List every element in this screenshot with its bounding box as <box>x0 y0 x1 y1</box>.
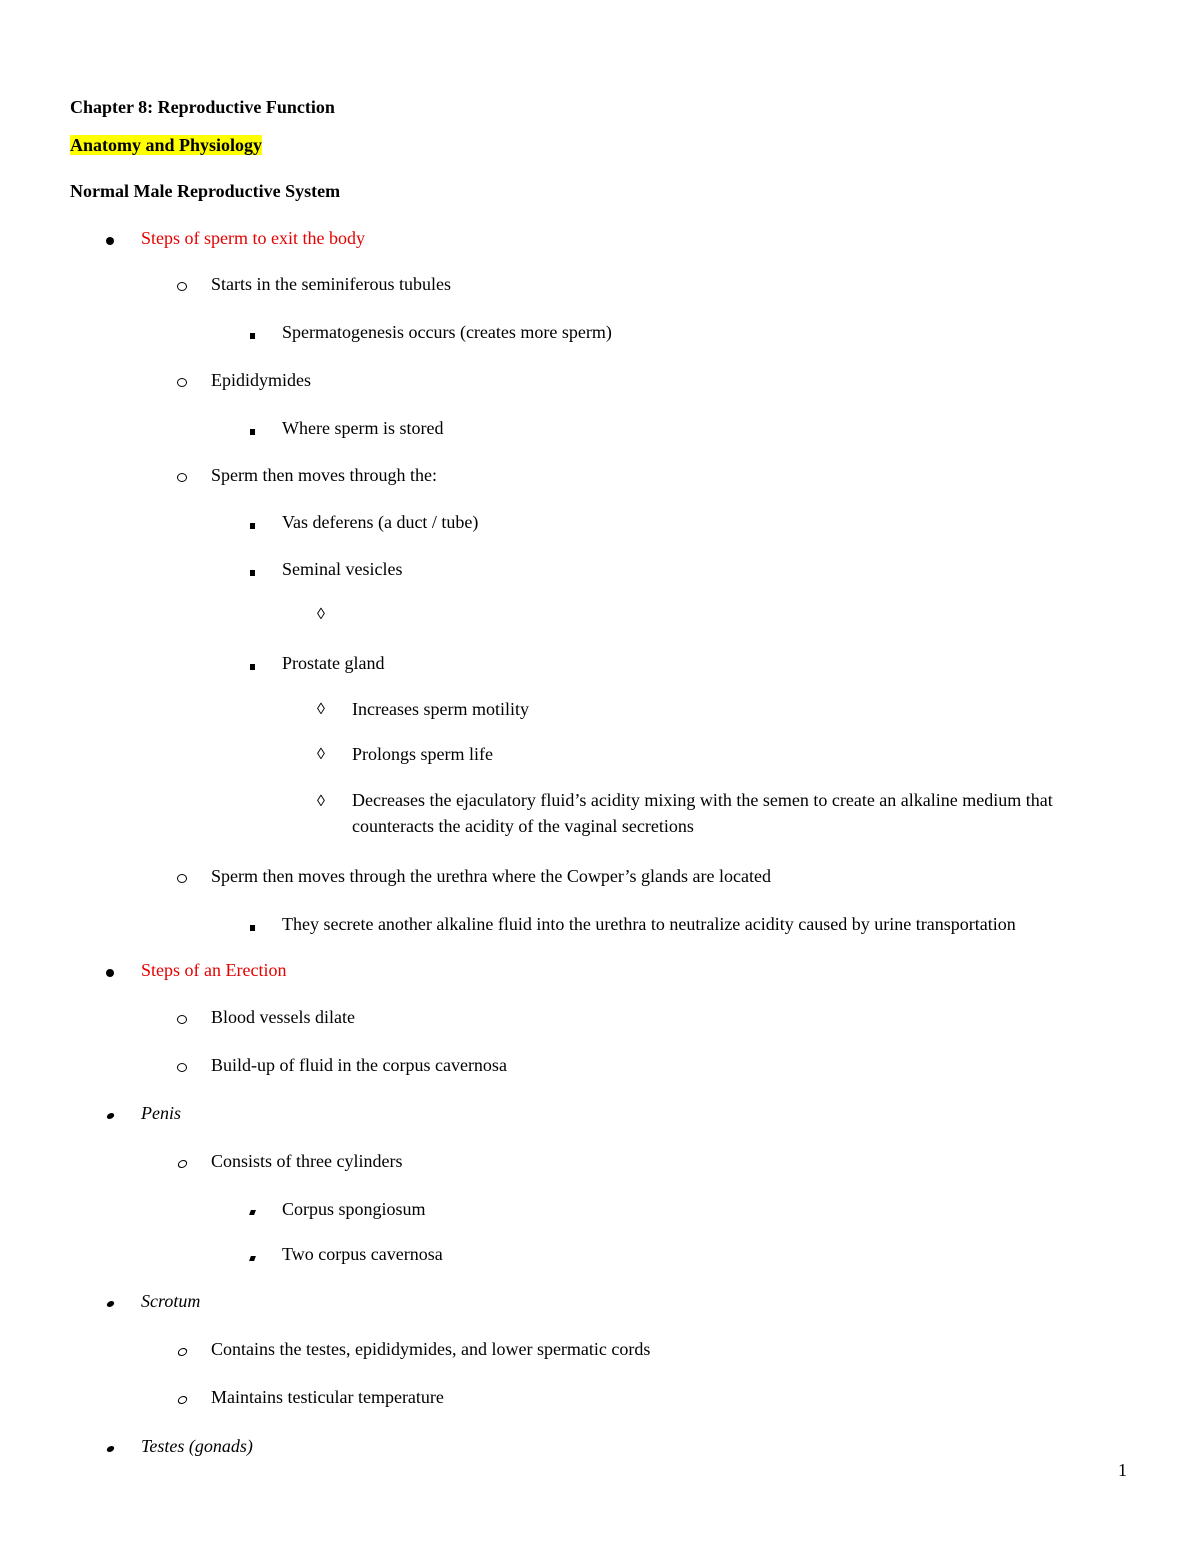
list-item-motility: Increases sperm motility <box>352 699 529 719</box>
list-item-spermatogenesis: Spermatogenesis occurs (creates more sperm) <box>282 322 612 342</box>
bullet-square <box>242 418 262 440</box>
bullet-disc-italic <box>100 1102 120 1124</box>
list-item-urethra: Sperm then moves through the urethra where the Cowper’s glands are located <box>211 866 771 886</box>
list-item-scrotum: Scrotum <box>141 1291 201 1311</box>
bullet-circle-italic <box>172 1387 192 1409</box>
list-item-two-cavernosa: Two corpus cavernosa <box>282 1244 443 1264</box>
bullet-circle <box>172 465 192 487</box>
list-item-contains: Contains the testes, epididymides, and lower spermatic cords <box>211 1339 651 1359</box>
bullet-circle <box>172 866 192 888</box>
list-item-stored: Where sperm is stored <box>282 418 444 438</box>
section-heading-text: Anatomy and Physiology <box>70 135 263 155</box>
bullet-diamond: ◊ <box>317 793 325 810</box>
bullet-square <box>242 559 262 581</box>
list-item-epididymides: Epididymides <box>211 370 311 390</box>
bullet-disc-italic <box>100 1435 120 1457</box>
bullet-diamond: ◊ <box>317 746 325 763</box>
list-item-moves-through: Sperm then moves through the: <box>211 465 437 485</box>
list-item-cylinders: Consists of three cylinders <box>211 1151 403 1171</box>
bullet-circle-italic <box>172 1151 192 1173</box>
bullet-square-italic <box>242 1198 262 1220</box>
bullet-diamond: ◊ <box>317 701 325 718</box>
list-item-prostate: Prostate gland <box>282 653 385 673</box>
bullet-circle <box>172 1007 192 1029</box>
list-item-steps-erection: Steps of an Erection <box>141 960 287 980</box>
page-number: 1 <box>1118 1460 1127 1480</box>
list-item-secrete: They secrete another alkaline fluid into the urethra to neutralize acidity caused by urine transportation <box>282 914 1016 934</box>
bullet-square-italic <box>242 1244 262 1266</box>
section-heading <box>70 134 262 156</box>
list-item-decreases: Decreases the ejaculatory fluid’s acidity mixing with the semen to create an alkaline medium that counteracts the acidity of the vaginal secretions <box>352 790 1053 836</box>
bullet-circle-italic <box>172 1339 192 1361</box>
bullet-circle <box>172 274 192 296</box>
list-item-spongiosum: Corpus spongiosum <box>282 1199 426 1219</box>
list-item-vas-deferens: Vas deferens (a duct / tube) <box>282 512 479 532</box>
list-item-steps-exit: Steps of sperm to exit the body <box>141 228 365 248</box>
list-item-maintains: Maintains testicular temperature <box>211 1387 444 1407</box>
bullet-disc <box>100 228 120 250</box>
bullet-disc <box>100 960 120 982</box>
bullet-diamond: ◊ <box>317 606 325 623</box>
list-item-testes: Testes (gonads) <box>141 1436 253 1456</box>
list-item-dilate: Blood vessels dilate <box>211 1007 355 1027</box>
bullet-circle <box>172 1055 192 1077</box>
list-item-seminal-vesicles: Seminal vesicles <box>282 559 403 579</box>
list-item-seminiferous: Starts in the seminiferous tubules <box>211 274 451 294</box>
bullet-square <box>242 914 262 936</box>
bullet-square <box>242 322 262 344</box>
chapter-title: Chapter 8: Reproductive Function <box>70 97 335 117</box>
bullet-square <box>242 512 262 534</box>
list-item-prolongs: Prolongs sperm life <box>352 744 493 764</box>
list-item-penis: Penis <box>141 1103 181 1123</box>
bullet-square <box>242 653 262 675</box>
bullet-disc-italic <box>100 1290 120 1312</box>
bullet-circle <box>172 370 192 392</box>
subsection-heading: Normal Male Reproductive System <box>70 181 341 201</box>
list-item-buildup: Build-up of fluid in the corpus cavernosa <box>211 1055 507 1075</box>
